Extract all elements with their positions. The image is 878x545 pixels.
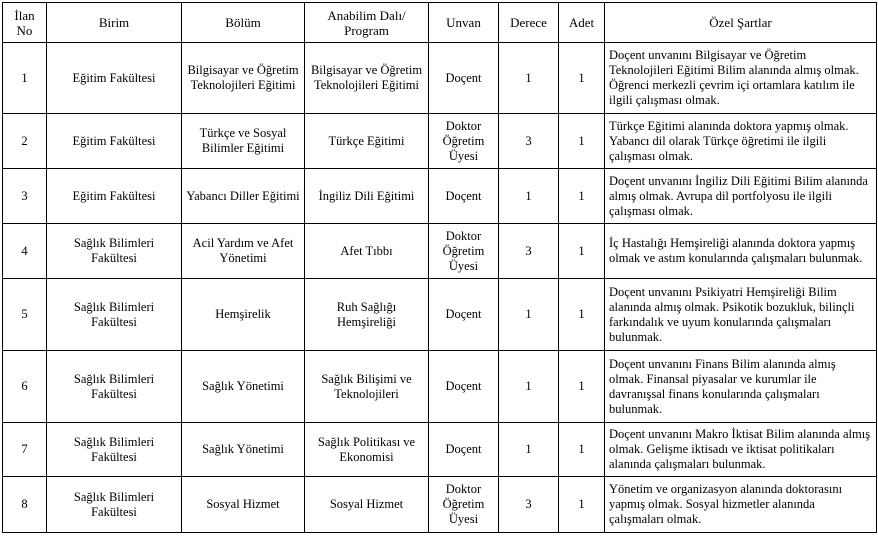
cell-unvan: Doktor Öğretim Üyesi [429,114,499,169]
cell-adet: 1 [559,43,605,114]
cell-derece: 1 [499,351,559,423]
cell-birim: Sağlık Bilimleri Fakültesi [47,351,182,423]
cell-adet: 1 [559,423,605,477]
table-row [3,423,877,477]
cell-birim: Sağlık Bilimleri Fakültesi [47,423,182,477]
cell-ozel: Doçent unvanını İngiliz Dili Eğitimi Bilim alanında almış olmak. Avrupa dil portfolyosu ile ilgili çalışması olmak. [605,169,877,224]
cell-anabilim: Afet Tıbbı [305,224,429,279]
cell-adet: 1 [559,351,605,423]
cell-unvan: Doçent [429,169,499,224]
cell-bolum: Bilgisayar ve Öğretim Teknolojileri Eğitimi [182,43,305,114]
cell-derece: 3 [499,477,559,533]
cell-ilan-no: 2 [3,114,47,169]
cell-bolum: Türkçe ve Sosyal Bilimler Eğitimi [182,114,305,169]
header-ozel: Özel Şartlar [605,3,877,43]
table-row [3,114,877,169]
cell-adet: 1 [559,477,605,533]
cell-adet: 1 [559,114,605,169]
cell-unvan: Doçent [429,423,499,477]
cell-derece: 3 [499,224,559,279]
cell-unvan: Doçent [429,43,499,114]
cell-anabilim: Ruh Sağlığı Hemşireliği [305,279,429,351]
positions-table [2,2,877,533]
cell-adet: 1 [559,224,605,279]
cell-ozel: İç Hastalığı Hemşireliği alanında doktora yapmış olmak ve astım konularında çalışmaları bulunmak. [605,224,877,279]
cell-derece: 3 [499,114,559,169]
cell-anabilim: Bilgisayar ve Öğretim Teknolojileri Eğitimi [305,43,429,114]
cell-ilan-no: 1 [3,43,47,114]
cell-ozel: Türkçe Eğitimi alanında doktora yapmış olmak. Yabancı dil olarak Türkçe öğretimi ile ilgili çalışması olmak. [605,114,877,169]
cell-adet: 1 [559,169,605,224]
cell-ilan-no: 5 [3,279,47,351]
cell-unvan: Doktor Öğretim Üyesi [429,224,499,279]
cell-anabilim: Sağlık Politikası ve Ekonomisi [305,423,429,477]
header-anabilim: Anabilim Dalı/ Program [305,3,429,43]
cell-derece: 1 [499,279,559,351]
cell-unvan: Doktor Öğretim Üyesi [429,477,499,533]
header-ilan-no: İlan No [3,3,47,43]
cell-ilan-no: 4 [3,224,47,279]
table-row [3,224,877,279]
cell-ozel: Yönetim ve organizasyon alanında doktorasını yapmış olmak. Sosyal hizmetler alanında çalışmaları olmak. [605,477,877,533]
header-unvan: Unvan [429,3,499,43]
header-derece: Derece [499,3,559,43]
cell-ozel: Doçent unvanını Finans Bilim alanında almış olmak. Finansal piyasalar ve kurumlar ile davranışsal finans konularında çalışmaları bulunmak. [605,351,877,423]
cell-unvan: Doçent [429,279,499,351]
cell-bolum: Yabancı Diller Eğitimi [182,169,305,224]
cell-bolum: Acil Yardım ve Afet Yönetimi [182,224,305,279]
table-row [3,43,877,114]
cell-ilan-no: 6 [3,351,47,423]
cell-birim: Eğitim Fakültesi [47,169,182,224]
table-row [3,477,877,533]
cell-derece: 1 [499,169,559,224]
cell-anabilim: Sağlık Bilişimi ve Teknolojileri [305,351,429,423]
cell-birim: Sağlık Bilimleri Fakültesi [47,279,182,351]
cell-ilan-no: 3 [3,169,47,224]
cell-anabilim: İngiliz Dili Eğitimi [305,169,429,224]
cell-ozel: Doçent unvanını Psikiyatri Hemşireliği Bilim alanında almış olmak. Psikotik bozukluk, bilinçli farkındalık ve uyum konularında çalışmaları bulunmak. [605,279,877,351]
cell-unvan: Doçent [429,351,499,423]
cell-ilan-no: 7 [3,423,47,477]
cell-ilan-no: 8 [3,477,47,533]
cell-bolum: Hemşirelik [182,279,305,351]
cell-adet: 1 [559,279,605,351]
header-row [3,3,877,43]
cell-ozel: Doçent unvanını Makro İktisat Bilim alanında almış olmak. Gelişme iktisadı ve iktisat politikaları alanında çalışmaları bulunmak. [605,423,877,477]
cell-birim: Sağlık Bilimleri Fakültesi [47,224,182,279]
header-bolum: Bölüm [182,3,305,43]
header-birim: Birim [47,3,182,43]
cell-birim: Eğitim Fakültesi [47,114,182,169]
cell-derece: 1 [499,43,559,114]
table-row [3,169,877,224]
cell-ozel: Doçent unvanını Bilgisayar ve Öğretim Teknolojileri Eğitimi Bilim alanında almış olmak. Öğrenci merkezli çevrim içi ortamlara katılım ile ilgili çalışması olmak. [605,43,877,114]
table-row [3,351,877,423]
cell-birim: Sağlık Bilimleri Fakültesi [47,477,182,533]
cell-bolum: Sosyal Hizmet [182,477,305,533]
cell-bolum: Sağlık Yönetimi [182,351,305,423]
cell-anabilim: Sosyal Hizmet [305,477,429,533]
table-row [3,279,877,351]
cell-derece: 1 [499,423,559,477]
header-adet: Adet [559,3,605,43]
cell-bolum: Sağlık Yönetimi [182,423,305,477]
cell-birim: Eğitim Fakültesi [47,43,182,114]
cell-anabilim: Türkçe Eğitimi [305,114,429,169]
